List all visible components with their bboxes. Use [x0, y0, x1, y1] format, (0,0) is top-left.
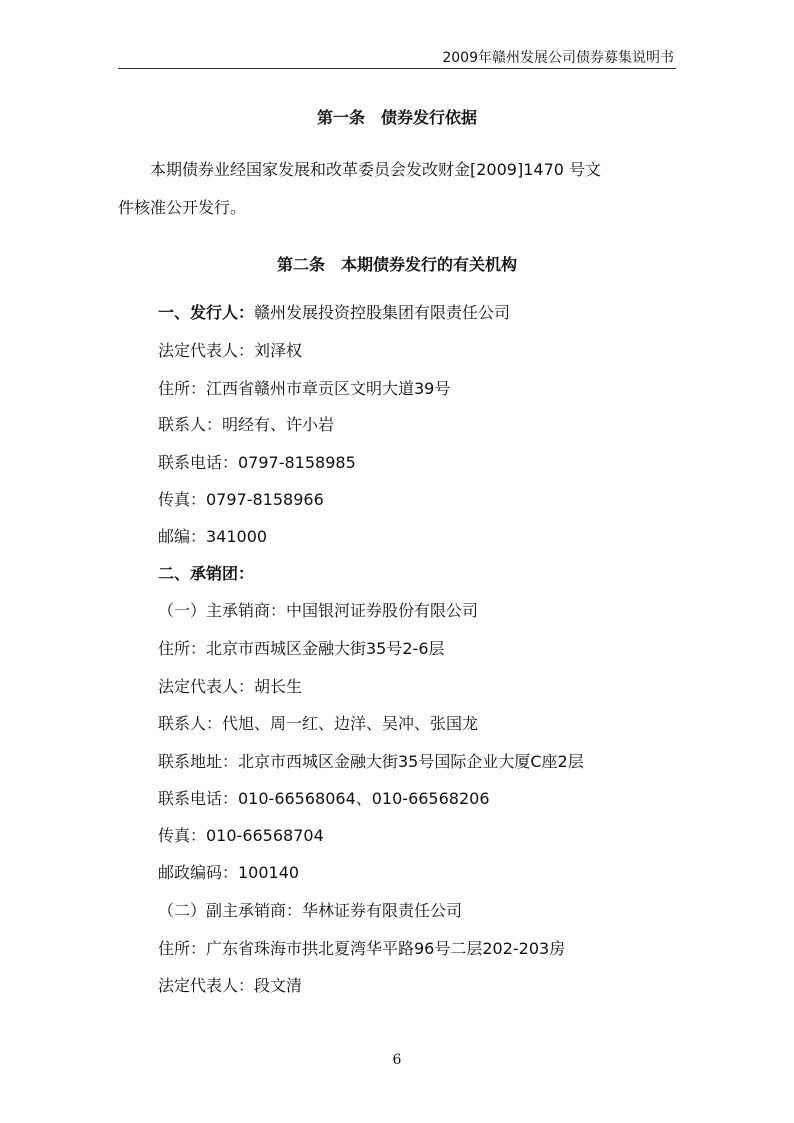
issuer-contacts: 联系人：明经有、许小岩	[158, 415, 335, 434]
issuer-fax: 传真：0797-8158966	[158, 490, 324, 509]
header-title: 2009年赣州发展公司债券募集说明书	[442, 50, 674, 66]
paragraph-line-1: 本期债券业经国家发展和改革委员会发改财金[2009]1470 号文	[150, 160, 602, 179]
issuer-address: 住所：江西省赣州市章贡区文明大道39号	[158, 379, 451, 398]
issuer-line	[158, 302, 678, 324]
issuer-legal-rep: 法定代表人：刘泽权	[158, 341, 303, 360]
lead-underwriter-address: 住所：北京市西城区金融大街35号2-6层	[158, 639, 445, 658]
lead-underwriter-phone: 联系电话：010-66568064、010-66568206	[158, 789, 490, 808]
page-number: 6	[392, 1052, 402, 1068]
issuer-phone: 联系电话：0797-8158985	[158, 453, 356, 472]
co-lead-underwriter-legal-rep: 法定代表人：段文清	[158, 976, 303, 995]
issuer-name: 赣州发展投资控股集团有限责任公司	[254, 303, 511, 322]
lead-underwriter-postcode: 邮政编码：100140	[158, 863, 300, 882]
header-divider	[118, 68, 676, 69]
issuer-label: 一、发行人：	[158, 303, 255, 322]
issuer-postcode: 邮编：341000	[158, 527, 268, 546]
lead-underwriter-title: （一）主承销商：中国银河证券股份有限公司	[158, 601, 479, 620]
co-lead-underwriter-title: （二）副主承销商：华林证券有限责任公司	[158, 901, 463, 920]
paragraph-line-2: 件核准公开发行。	[118, 198, 247, 217]
lead-underwriter-legal-rep: 法定代表人：胡长生	[158, 677, 303, 696]
section-heading-2: 第二条 本期债券发行的有关机构	[276, 255, 517, 274]
underwriters-label: 二、承销团：	[158, 564, 255, 583]
lead-underwriter-fax: 传真：010-66568704	[158, 826, 324, 845]
co-lead-underwriter-address: 住所：广东省珠海市拱北夏湾华平路96号二层202-203房	[158, 939, 566, 958]
lead-underwriter-contacts: 联系人：代旭、周一红、边洋、吴冲、张国龙	[158, 714, 479, 733]
lead-underwriter-contact-address: 联系地址：北京市西城区金融大街35号国际企业大厦C座2层	[158, 752, 584, 771]
section-heading-1: 第一条 债券发行依据	[316, 108, 477, 127]
